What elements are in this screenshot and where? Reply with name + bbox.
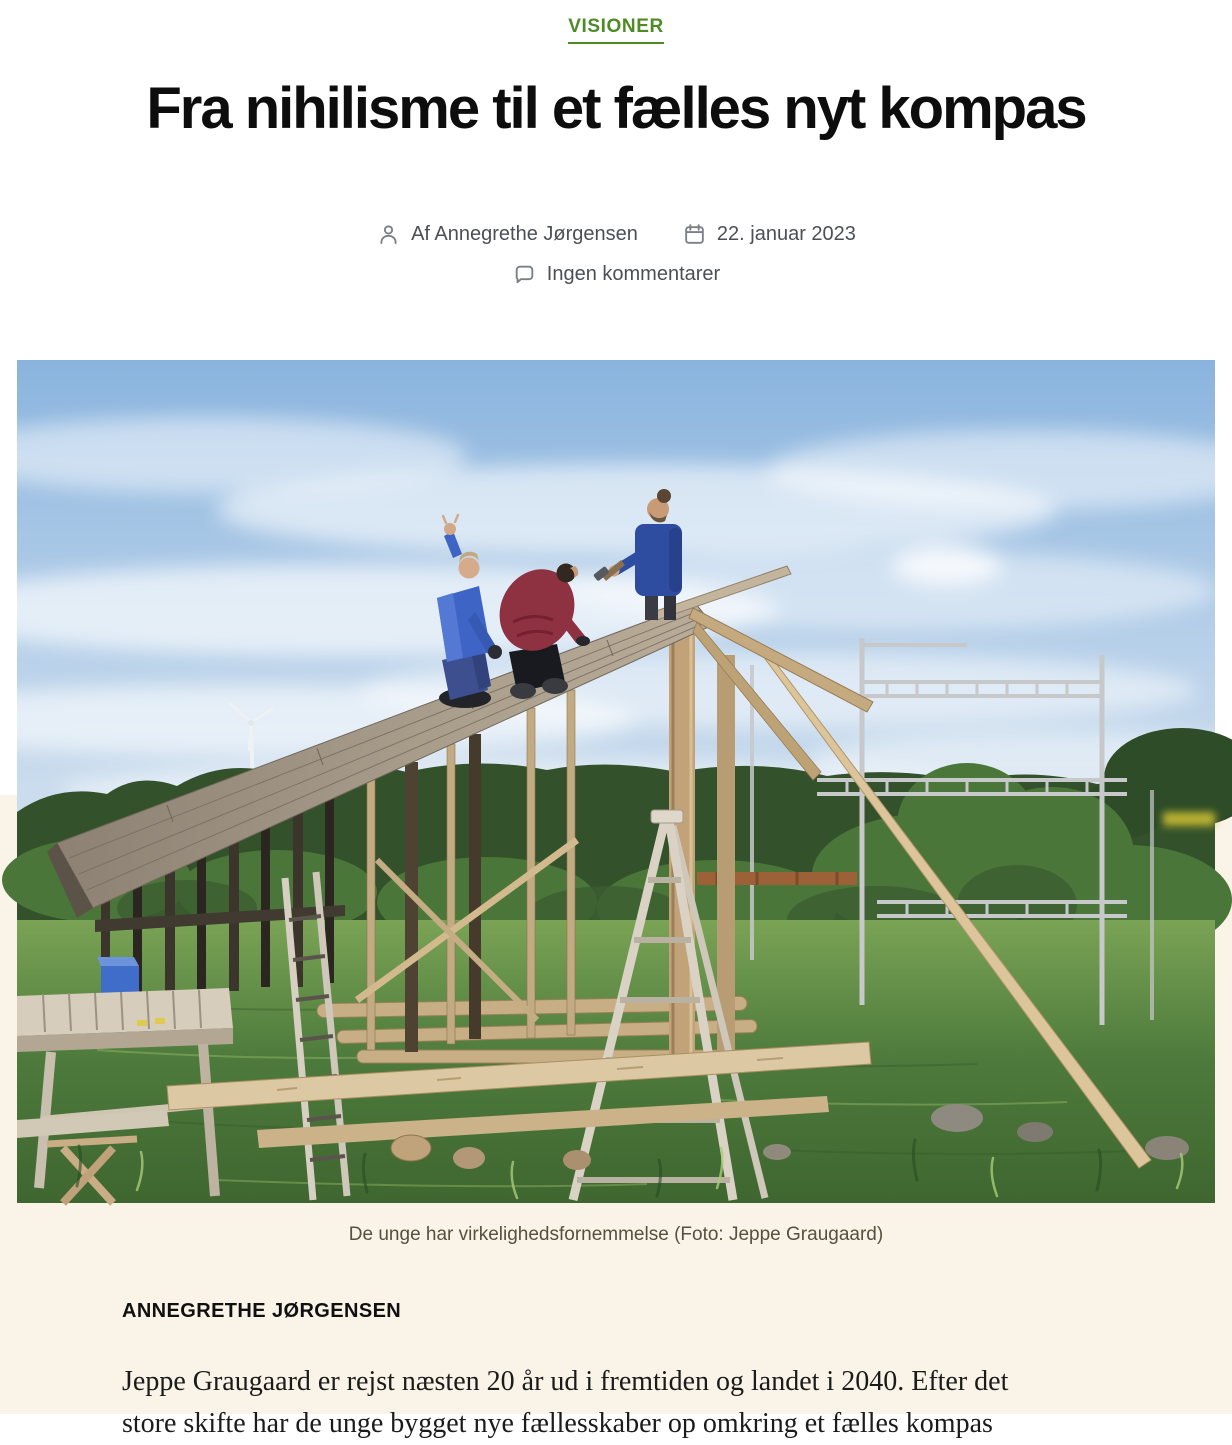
article-paragraph (122, 1361, 1122, 1445)
comments-label: Ingen kommentarer (546, 263, 721, 285)
photo-caption: De unge har virkelighedsfornemmelse (Foto: Jeppe Graugaard) (348, 1224, 884, 1245)
photo-illustration (17, 360, 1215, 1203)
post-meta (0, 222, 1232, 287)
date-meta (682, 222, 856, 247)
calendar-icon (682, 222, 707, 247)
person-icon (376, 222, 401, 247)
meta-row-2 (512, 262, 720, 287)
paragraph-line-2: store skifte har de unge bygget nye fællesskaber op omkring et fælles kompas (122, 1408, 993, 1439)
page-title: Fra nihilisme til et fælles nyt kompas (146, 76, 1086, 141)
speech-bubble-icon (512, 262, 537, 287)
article-photo (17, 360, 1215, 1203)
date-label: 22. januar 2023 (716, 223, 856, 245)
paragraph-line-1: Jeppe Graugaard er rejst næsten 20 år ud i fremtiden og landet i 2040. Efter det (122, 1366, 1009, 1397)
category-link-visioner[interactable]: VISIONER (568, 16, 664, 44)
comments-meta (512, 262, 720, 287)
article-header (0, 0, 1232, 141)
byline-heading: ANNEGRETHE JØRGENSEN (122, 1300, 402, 1322)
meta-row-1 (376, 222, 856, 247)
author-meta (376, 222, 638, 247)
author-label: Af Annegrethe Jørgensen (411, 223, 638, 245)
article-body (122, 1300, 1122, 1445)
